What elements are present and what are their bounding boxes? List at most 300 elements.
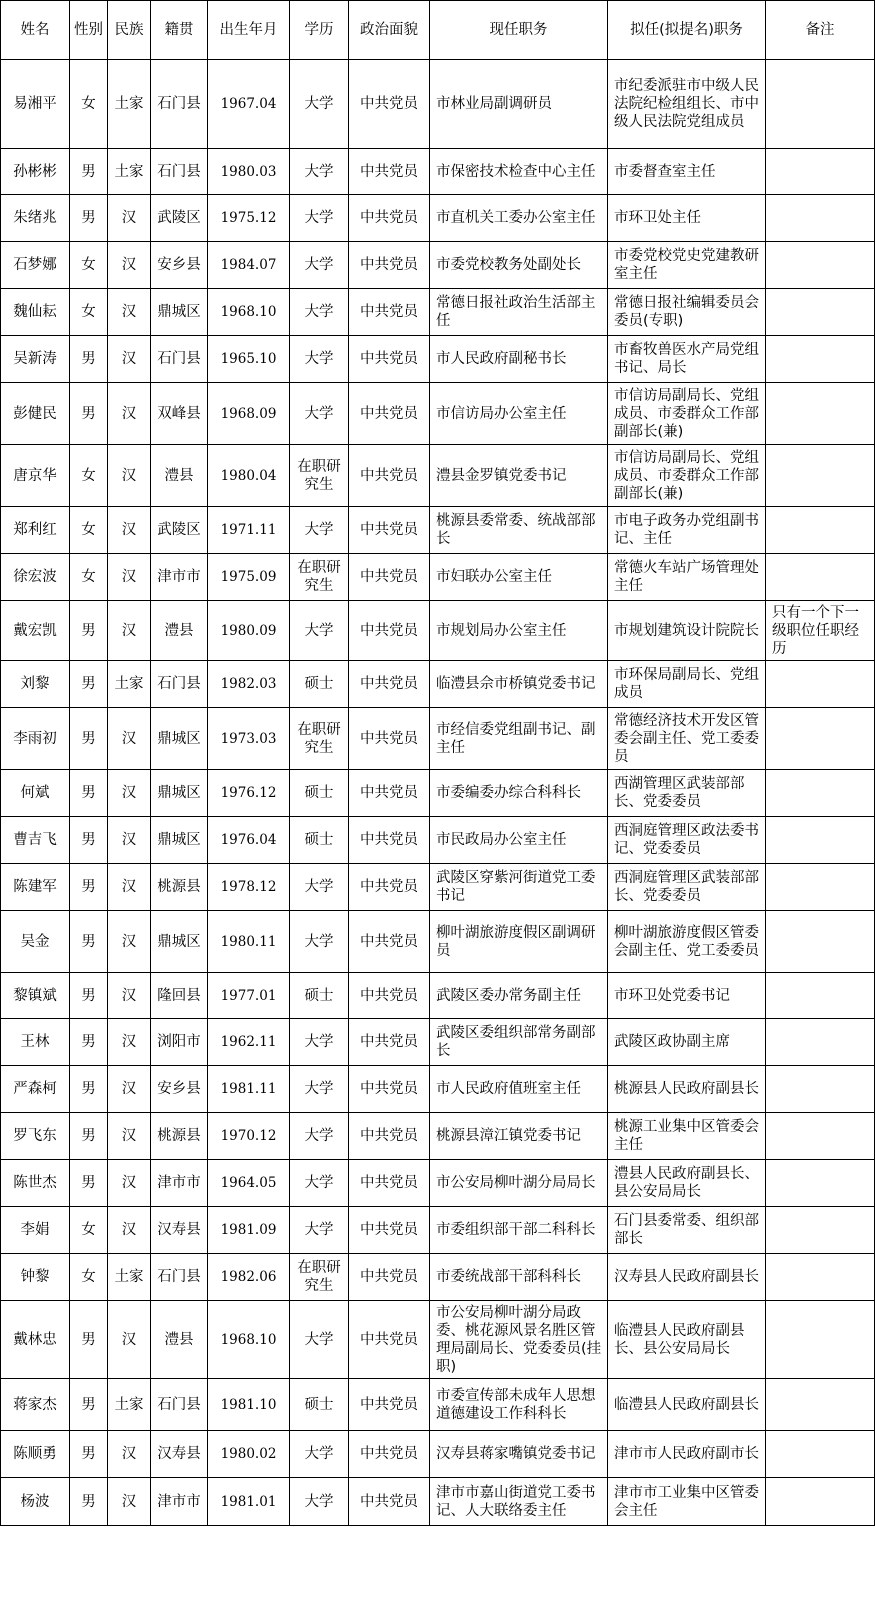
ethnicity-cell: 汉 — [108, 1066, 151, 1113]
header-gender: 性别 — [70, 1, 108, 60]
table-row — [1, 708, 875, 770]
header-name: 姓名 — [1, 1, 70, 60]
remarks-cell — [766, 911, 875, 973]
remarks-cell — [766, 554, 875, 601]
education-cell: 大学 — [290, 601, 349, 661]
remarks-cell — [766, 507, 875, 554]
origin-cell: 双峰县 — [151, 383, 208, 445]
origin-cell: 汉寿县 — [151, 1431, 208, 1478]
education-cell: 大学 — [290, 383, 349, 445]
gender-cell: 女 — [70, 507, 108, 554]
current-position-cell: 市委组织部干部二科科长 — [430, 1207, 608, 1254]
education-cell: 大学 — [290, 149, 349, 195]
origin-cell: 澧县 — [151, 445, 208, 507]
politics-cell: 中共党员 — [349, 336, 430, 383]
table-row — [1, 507, 875, 554]
birth-cell: 1976.12 — [208, 770, 290, 817]
birth-cell: 1964.05 — [208, 1160, 290, 1207]
name-cell: 陈世杰 — [1, 1160, 70, 1207]
name-cell: 朱绪兆 — [1, 195, 70, 242]
education-cell: 大学 — [290, 242, 349, 289]
education-cell: 大学 — [290, 864, 349, 911]
remarks-cell — [766, 817, 875, 864]
origin-cell: 津市市 — [151, 1478, 208, 1526]
name-cell: 罗飞东 — [1, 1113, 70, 1160]
politics-cell: 中共党员 — [349, 601, 430, 661]
ethnicity-cell: 汉 — [108, 864, 151, 911]
remarks-cell — [766, 973, 875, 1019]
education-cell: 大学 — [290, 1301, 349, 1379]
education-cell: 大学 — [290, 1019, 349, 1066]
politics-cell: 中共党员 — [349, 1207, 430, 1254]
ethnicity-cell: 汉 — [108, 911, 151, 973]
origin-cell: 澧县 — [151, 1301, 208, 1379]
table-row — [1, 1431, 875, 1478]
birth-cell: 1968.10 — [208, 289, 290, 336]
remarks-cell — [766, 1301, 875, 1379]
header-current-position: 现任职务 — [430, 1, 608, 60]
origin-cell: 澧县 — [151, 601, 208, 661]
birth-cell: 1980.02 — [208, 1431, 290, 1478]
current-position-cell: 市规划局办公室主任 — [430, 601, 608, 661]
current-position-cell: 市委编委办综合科科长 — [430, 770, 608, 817]
education-cell: 在职研究生 — [290, 1254, 349, 1301]
politics-cell: 中共党员 — [349, 1478, 430, 1526]
gender-cell: 男 — [70, 708, 108, 770]
gender-cell: 男 — [70, 1431, 108, 1478]
name-cell: 徐宏波 — [1, 554, 70, 601]
ethnicity-cell: 汉 — [108, 1301, 151, 1379]
gender-cell: 男 — [70, 195, 108, 242]
remarks-cell — [766, 445, 875, 507]
remarks-cell — [766, 289, 875, 336]
gender-cell: 男 — [70, 911, 108, 973]
origin-cell: 桃源县 — [151, 1113, 208, 1160]
current-position-cell: 武陵区穿紫河街道党工委书记 — [430, 864, 608, 911]
table-row — [1, 661, 875, 708]
origin-cell: 汉寿县 — [151, 1207, 208, 1254]
gender-cell: 男 — [70, 1113, 108, 1160]
ethnicity-cell: 汉 — [108, 336, 151, 383]
gender-cell: 男 — [70, 383, 108, 445]
origin-cell: 鼎城区 — [151, 770, 208, 817]
name-cell: 李娟 — [1, 1207, 70, 1254]
proposed-position-cell: 西湖管理区武装部部长、党委委员 — [608, 770, 766, 817]
name-cell: 郑利红 — [1, 507, 70, 554]
ethnicity-cell: 汉 — [108, 507, 151, 554]
origin-cell: 鼎城区 — [151, 289, 208, 336]
name-cell: 何斌 — [1, 770, 70, 817]
education-cell: 硕士 — [290, 770, 349, 817]
proposed-position-cell: 西洞庭管理区武装部部长、党委委员 — [608, 864, 766, 911]
politics-cell: 中共党员 — [349, 1254, 430, 1301]
ethnicity-cell: 汉 — [108, 770, 151, 817]
gender-cell: 男 — [70, 661, 108, 708]
education-cell: 硕士 — [290, 1379, 349, 1431]
table-row — [1, 1207, 875, 1254]
current-position-cell: 桃源县委常委、统战部部长 — [430, 507, 608, 554]
gender-cell: 男 — [70, 1019, 108, 1066]
education-cell: 大学 — [290, 1066, 349, 1113]
table-row — [1, 289, 875, 336]
table-row — [1, 336, 875, 383]
education-cell: 大学 — [290, 195, 349, 242]
current-position-cell: 津市市嘉山街道党工委书记、人大联络委主任 — [430, 1478, 608, 1526]
name-cell: 石梦娜 — [1, 242, 70, 289]
ethnicity-cell: 汉 — [108, 708, 151, 770]
proposed-position-cell: 临澧县人民政府副县长 — [608, 1379, 766, 1431]
birth-cell: 1967.04 — [208, 60, 290, 149]
politics-cell: 中共党员 — [349, 445, 430, 507]
proposed-position-cell: 市信访局副局长、党组成员、市委群众工作部副部长(兼) — [608, 445, 766, 507]
ethnicity-cell: 汉 — [108, 601, 151, 661]
header-row — [1, 1, 875, 60]
ethnicity-cell: 汉 — [108, 242, 151, 289]
proposed-position-cell: 西洞庭管理区政法委书记、党委委员 — [608, 817, 766, 864]
current-position-cell: 市民政局办公室主任 — [430, 817, 608, 864]
ethnicity-cell: 汉 — [108, 383, 151, 445]
politics-cell: 中共党员 — [349, 1431, 430, 1478]
politics-cell: 中共党员 — [349, 973, 430, 1019]
proposed-position-cell: 津市市工业集中区管委会主任 — [608, 1478, 766, 1526]
proposed-position-cell: 津市市人民政府副市长 — [608, 1431, 766, 1478]
gender-cell: 男 — [70, 817, 108, 864]
gender-cell: 男 — [70, 1478, 108, 1526]
ethnicity-cell: 汉 — [108, 445, 151, 507]
gender-cell: 女 — [70, 289, 108, 336]
remarks-cell — [766, 242, 875, 289]
current-position-cell: 市人民政府副秘书长 — [430, 336, 608, 383]
proposed-position-cell: 市畜牧兽医水产局党组书记、局长 — [608, 336, 766, 383]
birth-cell: 1977.01 — [208, 973, 290, 1019]
birth-cell: 1980.04 — [208, 445, 290, 507]
proposed-position-cell: 市委党校党史党建教研室主任 — [608, 242, 766, 289]
ethnicity-cell: 汉 — [108, 1113, 151, 1160]
origin-cell: 隆回县 — [151, 973, 208, 1019]
ethnicity-cell: 汉 — [108, 1207, 151, 1254]
gender-cell: 男 — [70, 336, 108, 383]
politics-cell: 中共党员 — [349, 149, 430, 195]
ethnicity-cell: 汉 — [108, 1160, 151, 1207]
ethnicity-cell: 汉 — [108, 973, 151, 1019]
ethnicity-cell: 土家 — [108, 1379, 151, 1431]
ethnicity-cell: 土家 — [108, 661, 151, 708]
origin-cell: 武陵区 — [151, 507, 208, 554]
education-cell: 大学 — [290, 1431, 349, 1478]
origin-cell: 武陵区 — [151, 195, 208, 242]
name-cell: 吴金 — [1, 911, 70, 973]
proposed-position-cell: 柳叶湖旅游度假区管委会副主任、党工委委员 — [608, 911, 766, 973]
birth-cell: 1982.06 — [208, 1254, 290, 1301]
birth-cell: 1981.11 — [208, 1066, 290, 1113]
name-cell: 王林 — [1, 1019, 70, 1066]
gender-cell: 男 — [70, 601, 108, 661]
current-position-cell: 汉寿县蒋家嘴镇党委书记 — [430, 1431, 608, 1478]
table-row — [1, 1066, 875, 1113]
gender-cell: 男 — [70, 149, 108, 195]
politics-cell: 中共党员 — [349, 661, 430, 708]
table-row — [1, 60, 875, 149]
table-row — [1, 1019, 875, 1066]
table-row — [1, 1478, 875, 1526]
education-cell: 大学 — [290, 1207, 349, 1254]
politics-cell: 中共党员 — [349, 195, 430, 242]
origin-cell: 石门县 — [151, 149, 208, 195]
proposed-position-cell: 常德日报社编辑委员会委员(专职) — [608, 289, 766, 336]
current-position-cell: 市人民政府值班室主任 — [430, 1066, 608, 1113]
proposed-position-cell: 武陵区政协副主席 — [608, 1019, 766, 1066]
gender-cell: 男 — [70, 1160, 108, 1207]
table-row — [1, 195, 875, 242]
birth-cell: 1975.12 — [208, 195, 290, 242]
table-row — [1, 864, 875, 911]
proposed-position-cell: 市电子政务办党组副书记、主任 — [608, 507, 766, 554]
ethnicity-cell: 土家 — [108, 1254, 151, 1301]
politics-cell: 中共党员 — [349, 554, 430, 601]
name-cell: 孙彬彬 — [1, 149, 70, 195]
remarks-cell — [766, 1066, 875, 1113]
education-cell: 大学 — [290, 1160, 349, 1207]
table-row — [1, 445, 875, 507]
education-cell: 大学 — [290, 507, 349, 554]
gender-cell: 女 — [70, 445, 108, 507]
proposed-position-cell: 市委督查室主任 — [608, 149, 766, 195]
proposed-position-cell: 市环卫处党委书记 — [608, 973, 766, 1019]
birth-cell: 1981.09 — [208, 1207, 290, 1254]
proposed-position-cell: 市纪委派驻市中级人民法院纪检组组长、市中级人民法院党组成员 — [608, 60, 766, 149]
proposed-position-cell: 市信访局副局长、党组成员、市委群众工作部副部长(兼) — [608, 383, 766, 445]
politics-cell: 中共党员 — [349, 1301, 430, 1379]
name-cell: 钟黎 — [1, 1254, 70, 1301]
table-row — [1, 383, 875, 445]
remarks-cell — [766, 1431, 875, 1478]
politics-cell: 中共党员 — [349, 383, 430, 445]
politics-cell: 中共党员 — [349, 770, 430, 817]
birth-cell: 1965.10 — [208, 336, 290, 383]
education-cell: 在职研究生 — [290, 445, 349, 507]
gender-cell: 女 — [70, 554, 108, 601]
education-cell: 在职研究生 — [290, 554, 349, 601]
ethnicity-cell: 汉 — [108, 1478, 151, 1526]
birth-cell: 1962.11 — [208, 1019, 290, 1066]
origin-cell: 津市市 — [151, 1160, 208, 1207]
name-cell: 吴新涛 — [1, 336, 70, 383]
name-cell: 易湘平 — [1, 60, 70, 149]
header-education: 学历 — [290, 1, 349, 60]
current-position-cell: 市公安局柳叶湖分局政委、桃花源风景名胜区管理局副局长、党委委员(挂职) — [430, 1301, 608, 1379]
name-cell: 黎镇斌 — [1, 973, 70, 1019]
proposed-position-cell: 汉寿县人民政府副县长 — [608, 1254, 766, 1301]
remarks-cell — [766, 149, 875, 195]
name-cell: 严森柯 — [1, 1066, 70, 1113]
birth-cell: 1973.03 — [208, 708, 290, 770]
ethnicity-cell: 汉 — [108, 817, 151, 864]
birth-cell: 1980.11 — [208, 911, 290, 973]
origin-cell: 浏阳市 — [151, 1019, 208, 1066]
remarks-cell — [766, 1019, 875, 1066]
education-cell: 硕士 — [290, 973, 349, 1019]
origin-cell: 石门县 — [151, 60, 208, 149]
name-cell: 陈建军 — [1, 864, 70, 911]
current-position-cell: 临澧县佘市桥镇党委书记 — [430, 661, 608, 708]
table-row — [1, 770, 875, 817]
remarks-cell — [766, 708, 875, 770]
current-position-cell: 桃源县漳江镇党委书记 — [430, 1113, 608, 1160]
header-ethnicity: 民族 — [108, 1, 151, 60]
ethnicity-cell: 汉 — [108, 554, 151, 601]
politics-cell: 中共党员 — [349, 1160, 430, 1207]
gender-cell: 女 — [70, 1207, 108, 1254]
politics-cell: 中共党员 — [349, 1019, 430, 1066]
current-position-cell: 市经信委党组副书记、副主任 — [430, 708, 608, 770]
name-cell: 魏仙耘 — [1, 289, 70, 336]
gender-cell: 男 — [70, 973, 108, 1019]
proposed-position-cell: 常德火车站广场管理处主任 — [608, 554, 766, 601]
gender-cell: 女 — [70, 1254, 108, 1301]
current-position-cell: 市委党校教务处副处长 — [430, 242, 608, 289]
table-row — [1, 554, 875, 601]
education-cell: 大学 — [290, 1113, 349, 1160]
name-cell: 刘黎 — [1, 661, 70, 708]
current-position-cell: 市委宣传部未成年人思想道德建设工作科科长 — [430, 1379, 608, 1431]
remarks-cell — [766, 864, 875, 911]
politics-cell: 中共党员 — [349, 1066, 430, 1113]
header-birth: 出生年月 — [208, 1, 290, 60]
proposed-position-cell: 市规划建筑设计院院长 — [608, 601, 766, 661]
politics-cell: 中共党员 — [349, 817, 430, 864]
origin-cell: 石门县 — [151, 661, 208, 708]
origin-cell: 鼎城区 — [151, 817, 208, 864]
remarks-cell — [766, 195, 875, 242]
birth-cell: 1968.09 — [208, 383, 290, 445]
remarks-cell — [766, 1113, 875, 1160]
birth-cell: 1981.10 — [208, 1379, 290, 1431]
birth-cell: 1976.04 — [208, 817, 290, 864]
remarks-cell — [766, 1478, 875, 1526]
education-cell: 硕士 — [290, 661, 349, 708]
table-row — [1, 1301, 875, 1379]
table-row — [1, 1160, 875, 1207]
gender-cell: 男 — [70, 1301, 108, 1379]
ethnicity-cell: 汉 — [108, 289, 151, 336]
gender-cell: 女 — [70, 60, 108, 149]
birth-cell: 1981.01 — [208, 1478, 290, 1526]
proposed-position-cell: 临澧县人民政府副县长、县公安局局长 — [608, 1301, 766, 1379]
origin-cell: 石门县 — [151, 1254, 208, 1301]
remarks-cell — [766, 383, 875, 445]
proposed-position-cell: 市环保局副局长、党组成员 — [608, 661, 766, 708]
proposed-position-cell: 桃源工业集中区管委会主任 — [608, 1113, 766, 1160]
politics-cell: 中共党员 — [349, 864, 430, 911]
birth-cell: 1970.12 — [208, 1113, 290, 1160]
birth-cell: 1980.09 — [208, 601, 290, 661]
current-position-cell: 常德日报社政治生活部主任 — [430, 289, 608, 336]
ethnicity-cell: 汉 — [108, 195, 151, 242]
origin-cell: 桃源县 — [151, 864, 208, 911]
table-row — [1, 1254, 875, 1301]
politics-cell: 中共党员 — [349, 1113, 430, 1160]
gender-cell: 男 — [70, 1066, 108, 1113]
table-row — [1, 973, 875, 1019]
current-position-cell: 市保密技术检查中心主任 — [430, 149, 608, 195]
education-cell: 大学 — [290, 911, 349, 973]
current-position-cell: 柳叶湖旅游度假区副调研员 — [430, 911, 608, 973]
ethnicity-cell: 汉 — [108, 1019, 151, 1066]
name-cell: 陈顺勇 — [1, 1431, 70, 1478]
birth-cell: 1975.09 — [208, 554, 290, 601]
origin-cell: 石门县 — [151, 336, 208, 383]
name-cell: 李雨初 — [1, 708, 70, 770]
ethnicity-cell: 汉 — [108, 1431, 151, 1478]
remarks-cell — [766, 1379, 875, 1431]
remarks-cell — [766, 336, 875, 383]
education-cell: 大学 — [290, 60, 349, 149]
gender-cell: 女 — [70, 242, 108, 289]
remarks-cell — [766, 1254, 875, 1301]
table-row — [1, 817, 875, 864]
header-origin: 籍贯 — [151, 1, 208, 60]
remarks-cell — [766, 770, 875, 817]
education-cell: 在职研究生 — [290, 708, 349, 770]
current-position-cell: 市委统战部干部科科长 — [430, 1254, 608, 1301]
remarks-cell — [766, 1207, 875, 1254]
name-cell: 曹吉飞 — [1, 817, 70, 864]
birth-cell: 1984.07 — [208, 242, 290, 289]
origin-cell: 鼎城区 — [151, 708, 208, 770]
name-cell: 杨波 — [1, 1478, 70, 1526]
table-row — [1, 1113, 875, 1160]
origin-cell: 安乡县 — [151, 1066, 208, 1113]
name-cell: 唐京华 — [1, 445, 70, 507]
gender-cell: 男 — [70, 770, 108, 817]
education-cell: 大学 — [290, 289, 349, 336]
ethnicity-cell: 土家 — [108, 149, 151, 195]
header-proposed-position: 拟任(拟提名)职务 — [608, 1, 766, 60]
birth-cell: 1980.03 — [208, 149, 290, 195]
proposed-position-cell: 常德经济技术开发区管委会副主任、党工委委员 — [608, 708, 766, 770]
origin-cell: 安乡县 — [151, 242, 208, 289]
birth-cell: 1978.12 — [208, 864, 290, 911]
education-cell: 硕士 — [290, 817, 349, 864]
name-cell: 彭健民 — [1, 383, 70, 445]
current-position-cell: 市直机关工委办公室主任 — [430, 195, 608, 242]
current-position-cell: 武陵区委组织部常务副部长 — [430, 1019, 608, 1066]
ethnicity-cell: 土家 — [108, 60, 151, 149]
name-cell: 戴林忠 — [1, 1301, 70, 1379]
proposed-position-cell: 澧县人民政府副县长、县公安局局长 — [608, 1160, 766, 1207]
header-politics: 政治面貌 — [349, 1, 430, 60]
politics-cell: 中共党员 — [349, 289, 430, 336]
table-row — [1, 601, 875, 661]
politics-cell: 中共党员 — [349, 1379, 430, 1431]
current-position-cell: 市信访局办公室主任 — [430, 383, 608, 445]
current-position-cell: 市妇联办公室主任 — [430, 554, 608, 601]
table-row — [1, 911, 875, 973]
gender-cell: 男 — [70, 864, 108, 911]
origin-cell: 津市市 — [151, 554, 208, 601]
remarks-cell — [766, 1160, 875, 1207]
gender-cell: 男 — [70, 1379, 108, 1431]
politics-cell: 中共党员 — [349, 911, 430, 973]
origin-cell: 鼎城区 — [151, 911, 208, 973]
origin-cell: 石门县 — [151, 1379, 208, 1431]
proposed-position-cell: 石门县委常委、组织部部长 — [608, 1207, 766, 1254]
current-position-cell: 澧县金罗镇党委书记 — [430, 445, 608, 507]
remarks-cell: 只有一个下一级职位任职经历 — [766, 601, 875, 661]
remarks-cell — [766, 661, 875, 708]
politics-cell: 中共党员 — [349, 60, 430, 149]
table-row — [1, 1379, 875, 1431]
